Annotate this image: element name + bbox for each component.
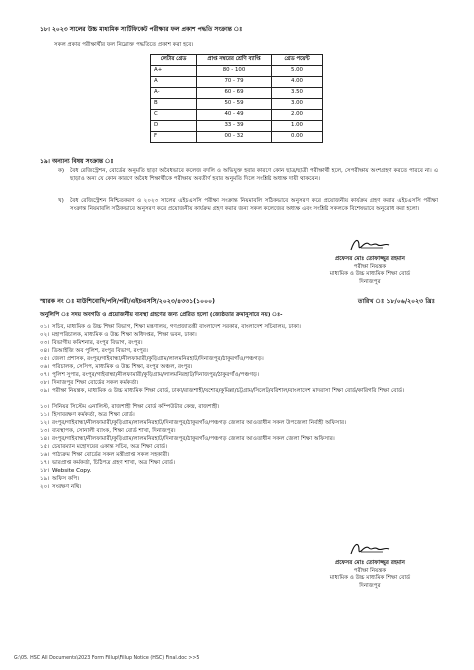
mark-range-cell: 40 - 49 — [197, 110, 272, 121]
mark-range-cell: 00 - 32 — [197, 132, 272, 143]
distribution-item — [40, 340, 440, 348]
mark-range-cell: 70 - 79 — [197, 77, 272, 88]
letter-grade-cell: A- — [151, 88, 197, 99]
section-18-heading: ১৮। ২০২৩ সালের উচ্চ মাধ্যমিক সার্টিফিকেট পরীক্ষার ফল প্রকাশ পদ্ধতি সংক্রান্ত ঃ — [40, 26, 243, 33]
signatory-city: দিনাজপুর — [359, 278, 381, 285]
item-key: খ) — [58, 198, 64, 204]
mark-range-cell: 80 - 100 — [197, 66, 272, 77]
grade-point-cell: 5.00 — [272, 66, 323, 77]
signature-block-bottom — [300, 540, 440, 590]
letter-grade-cell: F — [151, 132, 197, 143]
item-text: এইচএসসি পরীক্ষা সংক্রান্ত নিয়মাবলি সঠিকভাবে অনুসরণ করে প্রয়োজনীয় কার্যক্রম গ্রহণ করার জন্য সকল কলেজের অধ্যক্ষ এবং সংশ্লিষ্ট সকলকে বিশেষভাবে অনুরোধ করা হলো। — [70, 198, 438, 212]
distribution-text: ডিআইজি অব পুলিশ, রংপুর বিভাগ, রংপুর। — [52, 348, 148, 354]
distribution-item — [40, 356, 440, 364]
distribution-item — [40, 436, 440, 444]
grade-table-header: প্রাপ্ত নম্বরের শ্রেণি ব্যাপ্তি — [197, 55, 272, 66]
distribution-number: ১৪। — [40, 436, 50, 442]
memo-row — [40, 298, 435, 306]
copy-heading: অনুলিপি ঃ সদয় অবগতি ও প্রয়োজনীয় ব্যবস্থা গ্রহণের জন্য প্রেরিত হলো (জ্যেষ্ঠতার ক্রমানুসারে নয়) ঃ- — [40, 312, 283, 318]
signatory-name: প্রফেসর মোঃ তোফাজ্জুর রহমান — [335, 560, 405, 566]
distribution-text: জেলা প্রশাসক, রংপুর/গাইবান্ধা/নীলফামারী/কুড়িগ্রাম/লালমনিরহাট/দিনাজপুর/ঠাকুরগাঁও/পঞ্চগড়। — [52, 356, 264, 362]
letter-grade-cell: C — [151, 110, 197, 121]
distribution-text: ব্যবস্থাপক, সোনালী ব্যাংক, শিক্ষা বোর্ড শাখা, দিনাজপুর। — [52, 428, 176, 434]
distribution-number: ০৪। — [40, 348, 50, 354]
distribution-number: ১৬। — [40, 452, 50, 458]
distribution-item — [40, 372, 440, 380]
distribution-text: রংপুর/গাইবান্ধা/নীলফামারী/কুড়িগ্রাম/লালমনিরহাট/দিনাজপুর/ঠাকুরগাঁও/পঞ্চগড় জেলার আওতাধীন সকল জেলা শিক্ষা অফিসার। — [52, 436, 335, 442]
distribution-item — [40, 380, 440, 388]
distribution-item — [40, 348, 440, 356]
distribution-text: সংরক্ষণ নথি। — [52, 484, 82, 490]
signature-image — [347, 236, 393, 254]
distribution-text: Website Copy. — [52, 468, 92, 474]
distribution-number: ১১। — [40, 412, 50, 418]
distribution-number: ০৩। — [40, 340, 50, 346]
distribution-item — [40, 452, 440, 460]
letter-grade-cell: D — [151, 121, 197, 132]
item-lead-text: বৈধ রেজিস্ট্রেশন নিশ্চিতকরণ ও ২০২৩ সালের এইচএসসি পরীক্ষা সংক্রান্ত নিয়মাবলি সঠিকভাবে অনুসরণ করে প্রয়োজনীয় কার্যক্রম গ্রহণ করার — [70, 198, 395, 204]
grade-point-cell: 1.00 — [272, 121, 323, 132]
grade-table-row — [151, 110, 323, 121]
distribution-item — [40, 476, 440, 484]
grade-table-row — [151, 121, 323, 132]
mark-range-cell: 33 - 39 — [197, 121, 272, 132]
distribution-item — [40, 484, 440, 492]
grade-point-cell: 2.00 — [272, 110, 323, 121]
item-text: বৈধ রেজিস্ট্রেশন, বোর্ডের অনুমতি ছাড়া অবৈধভাবে কলেজ বদলি ও অভিযুক্ত হবার কারণে কোন ছাত্র/ছাত্রী পরীক্ষার্থী হলে, সেপরীক্ষায় অংশগ্রহণ করতে পারবে না। এ ছাড়াও অন্য যে কোন কারণে অবৈধ শিক্ষার্থীকে পরীক্ষায় অবতীর্ণ হবার অনুমতি দিলে সংশ্লিষ্ট অধ্যক্ষ দায়ী থাকবেন। — [70, 168, 438, 182]
distribution-text: হিসাবরক্ষণ কর্মকর্তা, অত্র শিক্ষা বোর্ড। — [52, 412, 135, 418]
distribution-number: ১৫। — [40, 444, 50, 450]
distribution-number: ০৭। — [40, 372, 50, 378]
distribution-number: ১৮। — [40, 468, 50, 474]
grade-point-cell: 3.00 — [272, 99, 323, 110]
grade-table — [150, 54, 323, 143]
distribution-text: সচিব, মাধ্যমিক ও উচ্চ শিক্ষা বিভাগ, শিক্ষা মন্ত্রণালয়, গণপ্রজাতন্ত্রী বাংলাদেশ সরকার, বাংলাদেশ সচিবালয়, ঢাকা। — [52, 324, 301, 330]
distribution-number: ০৯। — [40, 388, 50, 394]
grade-table-row — [151, 99, 323, 110]
grade-point-cell: 4.00 — [272, 77, 323, 88]
section-18-intro: সকল প্রকার পরীক্ষার্থীর ফল নিম্নোক্ত পদ্ধতিতে প্রকাশ করা হবে। — [54, 42, 194, 48]
distribution-text: পাঠ্যক্রম শিক্ষা বোর্ডের সকল মন্ত্রীপ্রাপ্ত সকল সহকারী। — [52, 452, 170, 458]
signatory-title: পরীক্ষা নিয়ন্ত্রক — [353, 263, 387, 270]
distribution-number: ০৬। — [40, 364, 50, 370]
grade-table-header-row — [151, 55, 323, 66]
distribution-text: চেয়ারম্যান মহোদয়ের একান্ত সচিব, অত্র শিক্ষা বোর্ড। — [52, 444, 168, 450]
distribution-text: ভারপ্রাপ্ত কর্মকর্তা, চিঠিপত্র গ্রহণ শাখা, অত্র শিক্ষা বোর্ড। — [52, 460, 176, 466]
section-19-heading: ১৯। অন্যান্য বিষয় সংক্রান্ত ঃ — [40, 158, 114, 165]
file-path-footer: G:\05. HSC All Documents\2023 Form Fillup\Fillup Notice (HSC) Final.doc >>5 — [14, 656, 200, 661]
grade-table-row — [151, 77, 323, 88]
grade-table-header: লেটার গ্রেড — [151, 55, 197, 66]
distribution-text: রংপুর/গাইবান্ধা/নীলফামারী/কুড়িগ্রাম/লালমনিরহাট/দিনাজপুর/ঠাকুরগাঁও/পঞ্চগড় জেলার আওতাধীন সকল উপজেলা নির্বাহী অফিসার। — [52, 420, 347, 426]
grade-table-row — [151, 132, 323, 143]
letter-grade-cell: B — [151, 99, 197, 110]
distribution-item — [40, 332, 440, 340]
distribution-text: পুলিশ সুপার, রংপুর/গাইবান্ধা/নীলফামারী/কুড়িগ্রাম/লালমনিরহাট/দিনাজপুর/ঠাকুরগাঁও/পঞ্চগড়। — [52, 372, 260, 378]
distribution-text: দিনাজপুর শিক্ষা বোর্ডের সকল কর্মকর্তা। — [52, 380, 139, 386]
signatory-board: মাধ্যমিক ও উচ্চ মাধ্যমিক শিক্ষা বোর্ড — [329, 575, 411, 582]
distribution-item — [40, 324, 440, 332]
distribution-number: ০১। — [40, 324, 50, 330]
mark-range-cell: 60 - 69 — [197, 88, 272, 99]
distribution-number: ০৮। — [40, 380, 50, 386]
distribution-text: সিনিয়র সিস্টেম এনালিস্ট, রাজশাহী শিক্ষা বোর্ড কম্পিউটার কেন্দ্র, রাজশাহী। — [52, 404, 220, 410]
letter-grade-cell: A+ — [151, 66, 197, 77]
grade-point-cell: 0.00 — [272, 132, 323, 143]
distribution-number: ০৫। — [40, 356, 50, 362]
grade-table-row — [151, 66, 323, 77]
distribution-item — [40, 404, 440, 412]
distribution-number: ১০। — [40, 404, 50, 410]
memo-number: স্মারক নং ঃ মাউশিবোদি/পনি/পরী/এইচএসসি/২০২৩/৪৩৩১(১০০০) — [40, 298, 215, 305]
grade-table-header: গ্রেড পয়েন্ট — [272, 55, 323, 66]
distribution-item — [40, 444, 440, 452]
signatory-title: পরীক্ষা নিয়ন্ত্রক — [353, 567, 387, 574]
distribution-item — [40, 468, 440, 476]
distribution-number: ২০। — [40, 484, 50, 490]
distribution-item — [40, 420, 440, 428]
distribution-number: ১৯। — [40, 476, 50, 482]
signatory-city: দিনাজপুর — [359, 582, 381, 589]
distribution-text: অফিস কপি। — [52, 476, 80, 482]
distribution-text: পরিচালক, সেসিপ, মাধ্যমিক ও উচ্চ শিক্ষা, রংপুর অঞ্চল, রংপুর। — [52, 364, 193, 370]
distribution-number: ০২। — [40, 332, 50, 338]
letter-grade-cell: A — [151, 77, 197, 88]
distribution-item — [40, 412, 440, 420]
signatory-board: মাধ্যমিক ও উচ্চ মাধ্যমিক শিক্ষা বোর্ড — [329, 271, 411, 278]
distribution-item — [40, 388, 440, 396]
distribution-item — [40, 364, 440, 372]
distribution-text: মহাপরিচালক, মাধ্যমিক ও উচ্চ শিক্ষা অধিদপ্তর, শিক্ষা ভবন, ঢাকা। — [52, 332, 197, 338]
distribution-number: ১৩। — [40, 428, 50, 434]
distribution-number: ১২। — [40, 420, 50, 426]
signature-image — [347, 540, 393, 558]
distribution-text: পরীক্ষা নিয়ন্ত্রক, মাধ্যমিক ও উচ্চ মাধ্যমিক শিক্ষা বোর্ড, ঢাকা/রাজশাহী/যশোর/কুমিল্লা/চট্টগ্রাম/সিলেট/বরিশাল/বাংলাদেশ মাদরাসা শিক্ষা বোর্ড/কারিগরি শিক্ষা বোর্ড। — [52, 388, 405, 394]
memo-date: তারিখ ঃ ১৮/০৬/২০২৩ খ্রিঃ — [357, 298, 435, 305]
mark-range-cell: 50 - 59 — [197, 99, 272, 110]
distribution-text: বিভাগীয় কমিশনার, রংপুর বিভাগ, রংপুর। — [52, 340, 143, 346]
distribution-item — [40, 428, 440, 436]
grade-table-row — [151, 88, 323, 99]
grade-point-cell: 3.50 — [272, 88, 323, 99]
signatory-name: প্রফেসর মোঃ তোফাজ্জুর রহমান — [335, 256, 405, 262]
item-key: ক) — [58, 168, 65, 174]
signature-block-top — [300, 236, 440, 286]
section-19-item-ka — [58, 168, 438, 183]
distribution-item — [40, 460, 440, 468]
distribution-number: ১৭। — [40, 460, 50, 466]
section-19-item-kha — [58, 198, 438, 213]
